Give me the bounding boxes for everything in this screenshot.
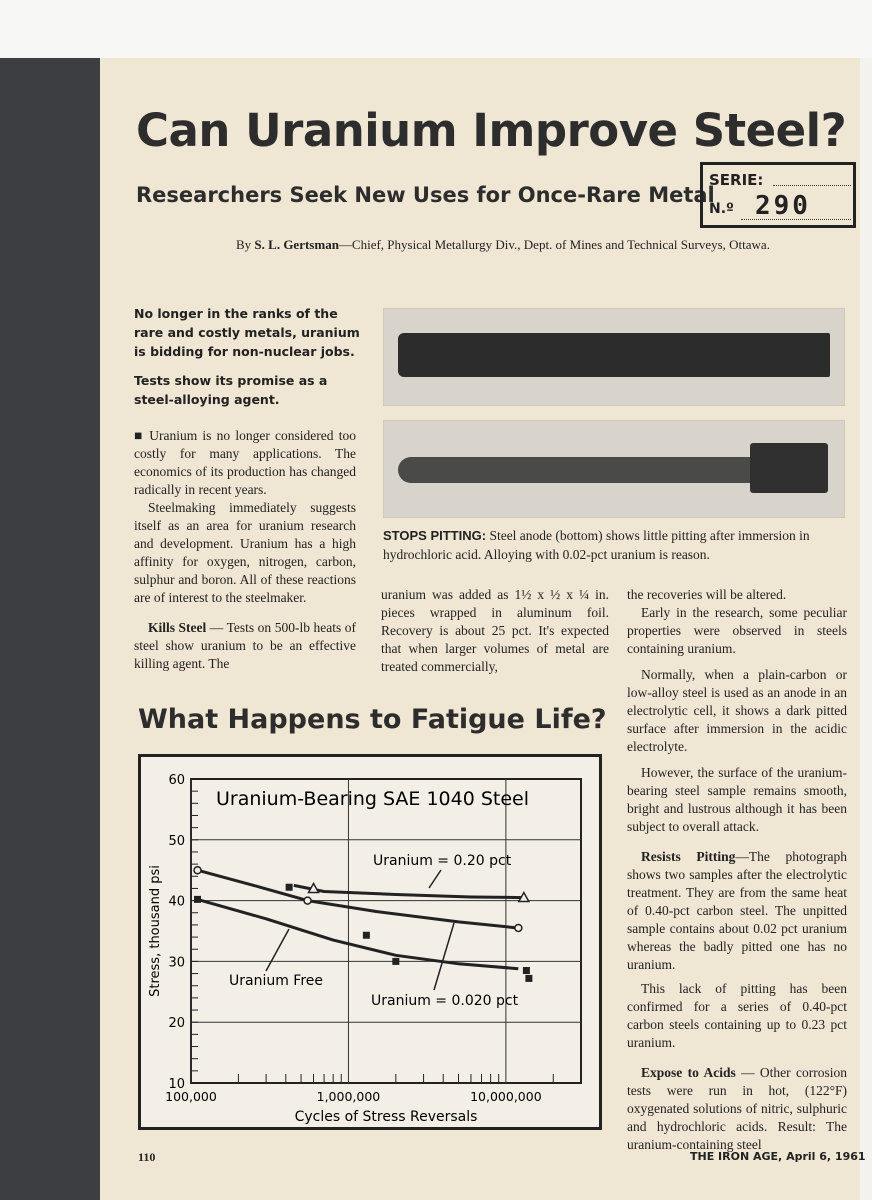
subhead: Expose to Acids	[641, 1065, 736, 1080]
y-tick-label: 40	[168, 894, 185, 910]
chart-heading: What Happens to Fatigue Life?	[138, 704, 607, 735]
data-point	[525, 975, 532, 982]
text-column-1	[134, 427, 356, 673]
rod-end	[750, 443, 828, 493]
body-paragraph: Expose to Acids — Other corrosion tests were run in hot, (122°F) oxygenated solutions of nitric, sulphuric and hydrochloric acids. Result: The uranium-containing steel	[627, 1065, 847, 1152]
lead-paragraph: Tests show its promise as a steel-alloying agent.	[134, 373, 328, 407]
photo-bottom-anode	[383, 420, 845, 518]
data-point	[194, 867, 201, 874]
photo-top-anode	[383, 308, 845, 406]
annotation-leader	[266, 929, 289, 971]
data-point	[523, 967, 530, 974]
text-column-3	[627, 586, 847, 1154]
byline-affiliation: —Chief, Physical Metallurgy Div., Dept. of Mines and Technical Surveys, Ottawa.	[338, 237, 770, 252]
byline	[236, 237, 770, 253]
body-paragraph: This lack of pitting has been confirmed for a series of 0.40-pct carbon steels containing up to 0.23 pct uranium.	[627, 981, 847, 1050]
annotation-label: Uranium = 0.020 pct	[371, 993, 519, 1009]
series-line-2	[198, 870, 519, 928]
data-point	[304, 897, 311, 904]
stamp-dotted-line	[773, 185, 851, 186]
y-tick-label: 30	[168, 955, 185, 971]
body-paragraph: ■ Uranium is no longer considered too costly for many applications. The economics of its production has changed radically in recent years.	[134, 428, 356, 497]
lead-paragraph: No longer in the ranks of the rare and costly metals, uranium is bidding for non-nuclear jobs.	[134, 306, 360, 359]
article-title: Can Uranium Improve Steel?	[136, 104, 847, 157]
series-line-1	[294, 885, 524, 897]
publication-footer: THE IRON AGE, April 6, 1961	[690, 1150, 866, 1163]
caption-head: STOPS PITTING:	[383, 528, 487, 543]
body-paragraph: Early in the research, some peculiar properties were observed in steels containing uranium.	[627, 605, 847, 656]
body-paragraph: Resists Pitting—The photograph shows two samples after the electrolytic treatment. They are from the same heat of 0.40-pct carbon steel. The unpitted sample contains about 0.02 pct uranium whereas the badly pitted one has no uranium.	[627, 849, 847, 972]
x-tick-label: 10,000,000	[470, 1089, 542, 1104]
text-column-2	[381, 586, 609, 676]
binding-spine	[0, 58, 102, 1200]
fatigue-chart	[138, 754, 602, 1130]
stamp-dotted-line	[741, 219, 851, 220]
annotation-leader	[434, 923, 454, 990]
archive-stamp	[700, 162, 856, 228]
y-tick-label: 60	[168, 773, 185, 788]
subhead: Kills Steel	[148, 620, 207, 635]
body-paragraph: uranium was added as 1½ x ½ x ¼ in. pieces wrapped in aluminum foil. Recovery is about 25 pct. It's expected that when larger volumes of metal are treated commercially,	[381, 587, 609, 674]
article-subtitle: Researchers Seek New Uses for Once-Rare Metal	[136, 183, 715, 207]
data-point	[392, 958, 399, 965]
body-paragraph: Kills Steel — Tests on 500-lb heats of steel show uranium to be an effective killing agent. The	[134, 620, 356, 671]
stamp-serie-label: SERIE:	[709, 171, 764, 189]
stamp-number: 290	[755, 191, 811, 221]
x-tick-label: 1,000,000	[316, 1089, 381, 1104]
photo-caption: STOPS PITTING: Steel anode (bottom) shows little pitting after immersion in hydrochloric acid. Alloying with 0.02-pct uranium is reason.	[383, 528, 810, 562]
annotation-leader	[429, 870, 441, 888]
byline-prefix: By	[236, 237, 255, 252]
plot-frame	[191, 779, 581, 1083]
stamp-number-label: N.º	[709, 201, 734, 217]
body-paragraph: Steelmaking immediately suggests itself as an area for uranium research and development. Uranium has a high affinity for oxygen, nitrogen, carbon, sulphur and boron. All of these reactions are of interest to the steelmaker.	[134, 500, 356, 605]
body-paragraph: the recoveries will be altered.	[627, 587, 787, 602]
subhead: Resists Pitting	[641, 849, 736, 864]
byline-author: S. L. Gertsman	[254, 237, 339, 252]
scan-top-margin	[0, 0, 872, 58]
lead-summary	[134, 304, 360, 419]
page-number: 110	[138, 1150, 156, 1164]
body-paragraph: However, the surface of the uranium-bearing steel sample remains smooth, bright and lustrous although it has been subject to overall attack.	[627, 765, 847, 834]
data-point	[286, 884, 293, 891]
data-point	[194, 896, 201, 903]
data-point	[515, 924, 522, 931]
chart-title: Uranium-Bearing SAE 1040 Steel	[216, 788, 530, 810]
body-paragraph: Normally, when a plain-carbon or low-alloy steel is used as an anode in an electrolytic cell, it shows a dark pitted surface after immersion in the acidic electrolyte.	[627, 667, 847, 754]
annotation-label: Uranium Free	[229, 973, 324, 989]
y-tick-label: 10	[168, 1077, 185, 1092]
annotation-label: Uranium = 0.20 pct	[373, 853, 512, 869]
x-tick-label: 100,000	[165, 1089, 217, 1104]
y-tick-label: 20	[168, 1016, 185, 1032]
x-axis-label: Cycles of Stress Reversals	[294, 1109, 478, 1125]
y-axis-label: Stress, thousand psi	[148, 865, 163, 997]
pitted-rod	[398, 333, 830, 377]
smooth-rod	[398, 457, 758, 483]
y-tick-label: 50	[168, 833, 185, 849]
data-point	[363, 932, 370, 939]
chart-svg	[141, 757, 599, 1127]
